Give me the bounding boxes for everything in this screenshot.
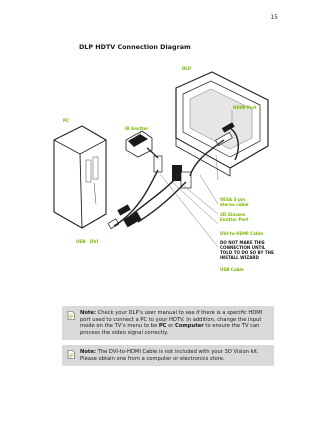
pc-tower-illustration bbox=[54, 126, 106, 228]
note-text: Check your DLP’s user manual to see if there is a specific HDMI port used to connect a PC to your HDTV. In addition, change the input mode on the TV’s menu to be bbox=[80, 310, 263, 330]
label-usb: USB bbox=[76, 239, 86, 244]
note-dvi-cable bbox=[62, 345, 274, 366]
note-icon bbox=[67, 311, 75, 320]
label-vesa-cable: VESA 3-pin stereo cable bbox=[220, 197, 249, 207]
label-dlp: DLP bbox=[182, 66, 192, 71]
page-number: 15 bbox=[270, 14, 278, 21]
label-ir-emitter: IR Emitter bbox=[125, 126, 149, 131]
note-pc-term: PC bbox=[158, 323, 167, 330]
note-computer-term: Computer bbox=[175, 323, 204, 330]
label-glasses-port: 3D Glasses Emitter Port bbox=[220, 212, 249, 222]
label-pc: PC bbox=[63, 118, 70, 123]
pc-connectors bbox=[108, 204, 141, 228]
label-hdmi-port: HDMI Port bbox=[233, 105, 257, 110]
diagram-title: DLP HDTV Connection Diagram bbox=[79, 43, 191, 51]
note-icon bbox=[67, 350, 75, 359]
note-dlp-manual bbox=[62, 306, 274, 340]
label-dvi: DVI bbox=[90, 239, 99, 244]
note-label: Note: bbox=[80, 310, 96, 316]
note-or: or bbox=[166, 323, 176, 330]
label-install-warning: DO NOT MAKE THIS CONNECTION UNTIL TOLD TO DO SO BY THE INSTALL WIZARD bbox=[220, 240, 274, 260]
dlp-tv-illustration bbox=[176, 72, 268, 176]
note-text: The DVI-to-HDMI Cable is not included with your 3D Vision kit. Please obtain one from a computer or electronics store. bbox=[80, 349, 259, 362]
ir-emitter-illustration bbox=[126, 131, 152, 157]
note-text-end: to ensure the TV can process the video signal correctly. bbox=[80, 323, 260, 336]
label-dvi-hdmi-cable: DVI-to-HDMI Cable bbox=[220, 231, 263, 236]
label-usb-cable: USB Cable bbox=[220, 267, 244, 272]
note-label: Note: bbox=[80, 349, 96, 355]
